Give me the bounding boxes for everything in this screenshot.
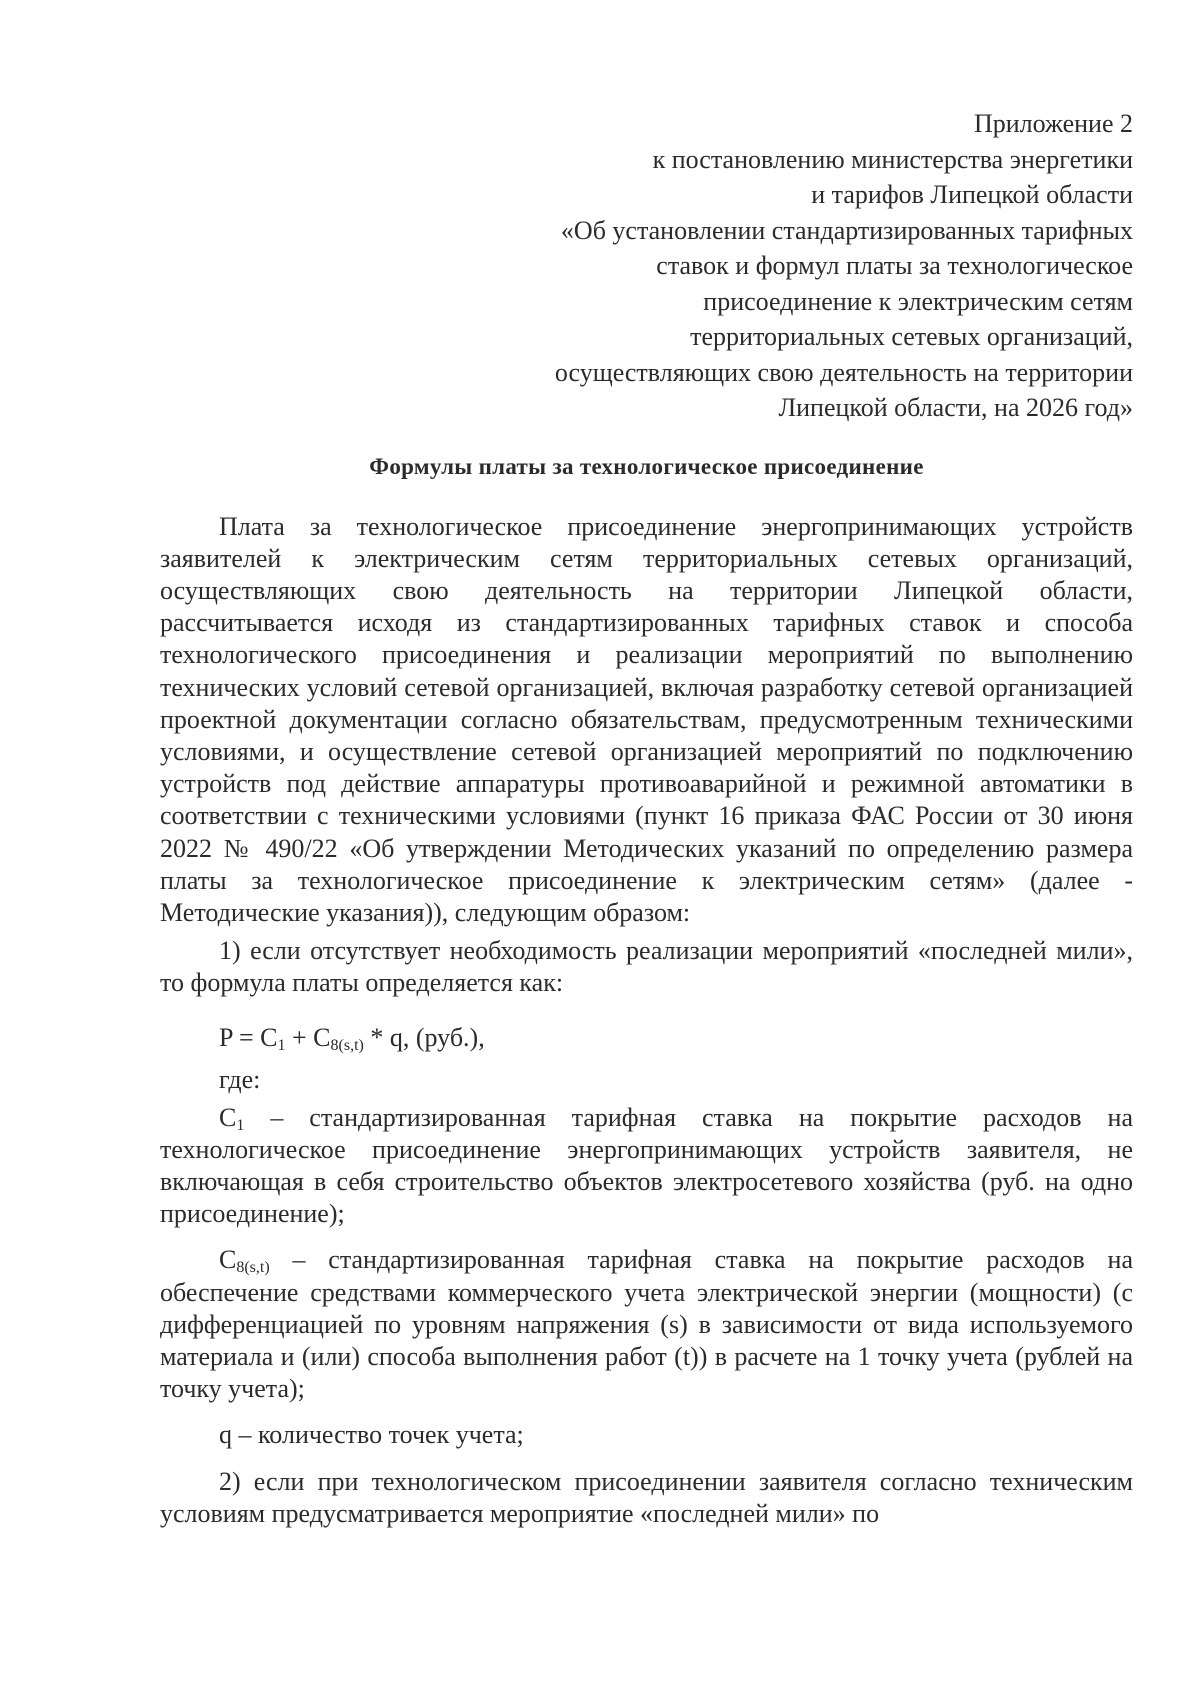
header-line: Липецкой области, на 2026 год»	[778, 393, 1133, 422]
formula-lhs: P = C	[219, 1022, 278, 1052]
document-title: Формулы платы за технологическое присоединение	[369, 453, 924, 479]
where-label: где:	[219, 1064, 261, 1094]
formula-plus: + C	[285, 1022, 331, 1052]
intro-paragraph: Плата за технологическое присоединение энергопринимающих устройств заявителей к электрическим сетям территориальных сетевых организаций, осуществляющих свою деятельность на территории Липецкой области, рассчитывается исходя из стандартизированных тарифных ставок и способа технологического присоединения и реализации мероприятий по выполнению технических условий сетевой организацией, включая разработку сетевой организацией проектной документации согласно обязательствам, предусмотренным техническими условиями, и осуществление сетевой организацией мероприятий по подключению устройств под действие аппаратуры противоаварийной и режимной автоматики в соответствии с техническими условиями (пункт 16 приказа ФАС России от 30 июня 2022 № 490/22 «Об утверждении Методических указаний по определению размера платы за технологическое присоединение к электрическим сетям» (далее - Методические указания)), следующим образом:	[160, 511, 1133, 927]
definition-c8-symbol: C	[219, 1245, 237, 1275]
header-line: присоединение к электрическим сетям	[703, 286, 1133, 316]
appendix-header	[160, 106, 1133, 426]
header-line: территориальных сетевых организаций,	[690, 322, 1133, 351]
header-line: и тарифов Липецкой области	[811, 180, 1133, 209]
definition-q: q – количество точек учета;	[219, 1420, 524, 1450]
definition-c1-sub: 1	[236, 1116, 245, 1134]
payment-formula	[160, 1022, 1133, 1054]
header-line: к постановлению министерства энергетики	[652, 144, 1133, 174]
formula-sub-1: 1	[277, 1036, 286, 1054]
formula-rest: * q, (руб.),	[363, 1022, 485, 1052]
definition-c1-text: – стандартизированная тарифная ставка на покрытие расходов на технологическое присоединение энергопринимающих устройств заявителя, не включающая в себя строительство объектов электросетевого хозяйства (руб. на одно присоединение);	[160, 1102, 1133, 1229]
header-line: ставок и формул платы за технологическое	[656, 251, 1133, 280]
header-line: осуществляющих свою деятельность на территории	[554, 357, 1133, 387]
header-line: «Об установлении стандартизированных тарифных	[560, 215, 1133, 245]
definition-c8-sub: 8(s,t)	[236, 1259, 270, 1277]
definition-c1-symbol: C	[219, 1102, 237, 1132]
header-line: Приложение 2	[973, 109, 1133, 138]
definition-c1	[160, 1102, 1133, 1231]
item-1-paragraph: 1) если отсутствует необходимость реализации мероприятий «последней мили», то формула платы определяется как:	[160, 936, 1133, 998]
formula-sub-8st: 8(s,t)	[330, 1036, 364, 1054]
definition-c8-text: – стандартизированная тарифная ставка на покрытие расходов на обеспечение средствами коммерческого учета электрической энергии (мощности) (с дифференциацией по уровням напряжения (s) в зависимости от вида используемого материала и (или) способа выполнения работ (t)) в расчете на 1 точку учета (рублей на точку учета);	[160, 1245, 1133, 1404]
item-2-paragraph: 2) если при технологическом присоединении заявителя согласно техническим условиям предусматривается мероприятие «последней мили» по	[160, 1466, 1133, 1528]
document-page	[160, 106, 1133, 1530]
definition-c8	[160, 1244, 1133, 1405]
